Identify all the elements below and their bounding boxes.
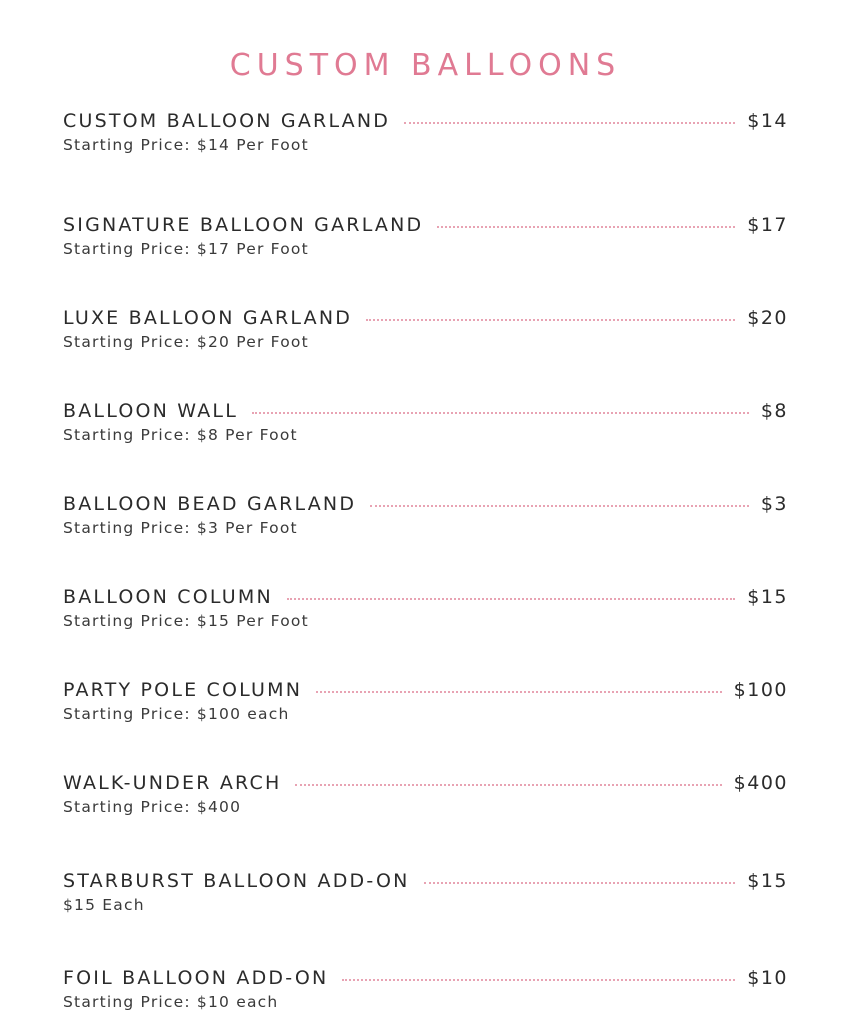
dotted-leader [342,979,735,981]
item-name: PARTY POLE COLUMN [63,679,303,701]
menu-item-luxe-garland [63,307,788,351]
page-title: CUSTOM BALLOONS [229,48,622,83]
dotted-leader [287,598,735,600]
item-description: Starting Price: $20 Per Foot [63,333,309,351]
menu-item-signature-garland [63,214,788,258]
dotted-leader [437,226,735,228]
item-description: Starting Price: $17 Per Foot [63,240,309,258]
item-price: $20 [747,307,788,329]
item-name: FOIL BALLOON ADD-ON [63,967,329,989]
item-name: BALLOON COLUMN [63,586,273,608]
item-price: $100 [733,679,788,701]
dotted-leader [252,412,749,414]
item-description: Starting Price: $3 Per Foot [63,519,298,537]
menu-item-foil-addon [63,967,788,1011]
menu-item-walk-under-arch [63,772,788,816]
item-name: STARBURST BALLOON ADD-ON [63,870,410,892]
item-description: $15 Each [63,896,145,914]
item-price: $400 [733,772,788,794]
dotted-leader [316,691,722,693]
item-price: $15 [747,586,788,608]
item-name: WALK-UNDER ARCH [63,772,282,794]
dotted-leader [370,505,749,507]
item-description: Starting Price: $10 each [63,993,279,1011]
item-price: $10 [747,967,788,989]
dotted-leader [295,784,721,786]
item-name: LUXE BALLOON GARLAND [63,307,353,329]
menu-item-party-pole-column [63,679,788,723]
menu-item-balloon-column [63,586,788,630]
menu-item-custom-garland [63,110,788,154]
item-price: $15 [747,870,788,892]
item-price: $8 [760,400,788,422]
menu-item-balloon-wall [63,400,788,444]
item-name: BALLOON BEAD GARLAND [63,493,357,515]
item-description: Starting Price: $100 each [63,705,290,723]
item-price: $14 [747,110,788,132]
dotted-leader [424,882,736,884]
dotted-leader [366,319,735,321]
item-name: CUSTOM BALLOON GARLAND [63,110,391,132]
dotted-leader [404,122,735,124]
item-name: SIGNATURE BALLOON GARLAND [63,214,424,236]
item-price: $3 [760,493,788,515]
item-price: $17 [747,214,788,236]
menu-item-starburst-addon [63,870,788,914]
item-description: Starting Price: $15 Per Foot [63,612,309,630]
menu-item-bead-garland [63,493,788,537]
item-name: BALLOON WALL [63,400,239,422]
item-description: Starting Price: $400 [63,798,242,816]
item-description: Starting Price: $8 Per Foot [63,426,298,444]
item-description: Starting Price: $14 Per Foot [63,136,309,154]
